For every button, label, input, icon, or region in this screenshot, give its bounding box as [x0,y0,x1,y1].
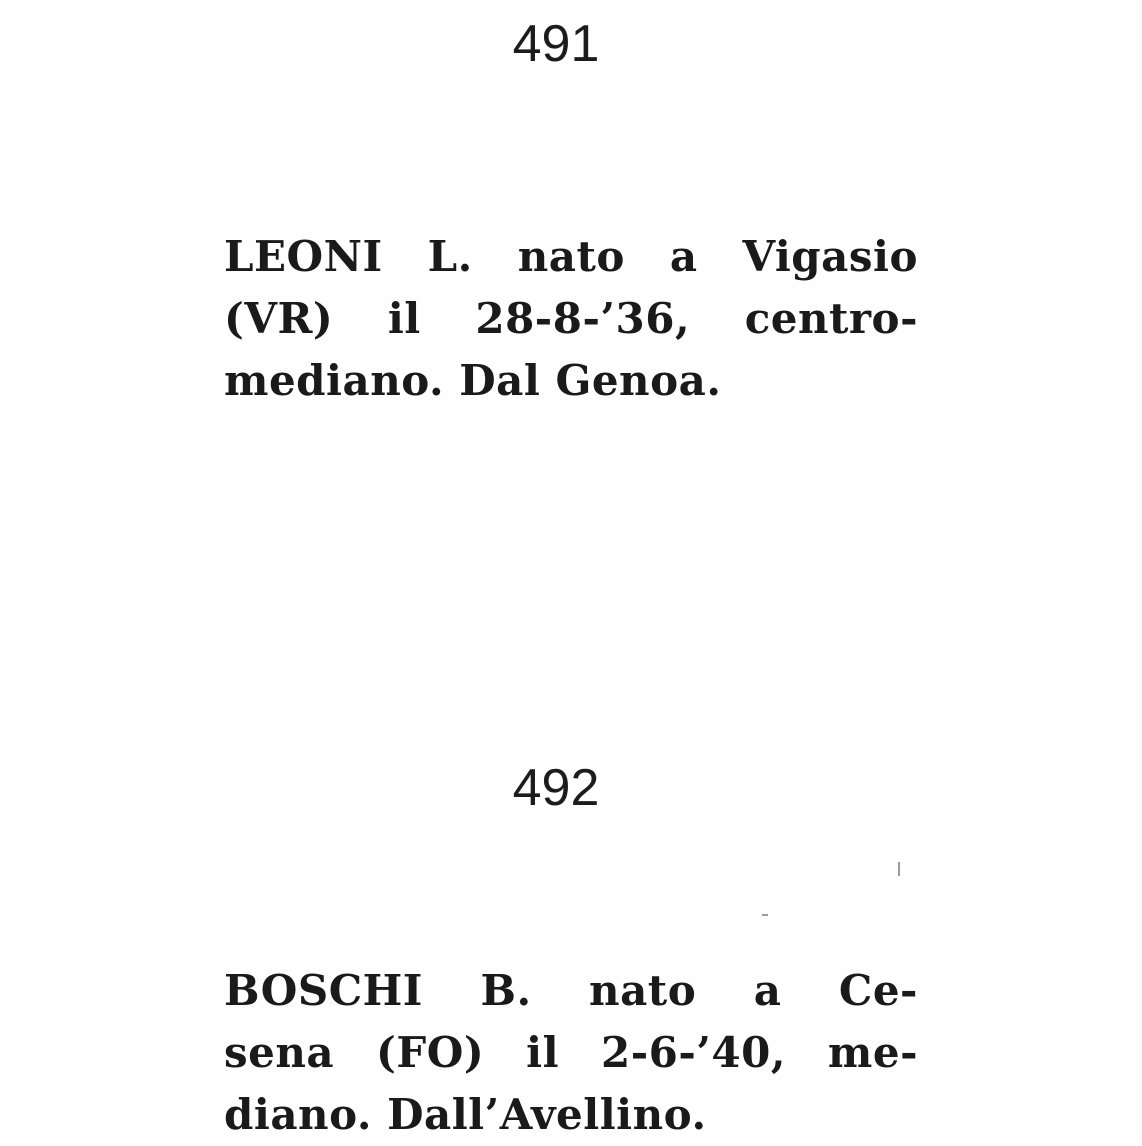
print-speck [898,862,900,876]
entry-line: diano. Dall’Avellino. [224,1090,707,1139]
player-entry-boschi [224,960,918,1146]
entry-line: (VR) il 28-8-’36, centro- [224,294,918,343]
player-entry-leoni [224,226,918,412]
card-number-491: 491 [512,15,600,73]
card-number-492: 492 [512,759,600,817]
print-speck [762,914,768,916]
entry-line: BOSCHI B. nato a Ce- [224,966,918,1015]
entry-line: mediano. Dal Genoa. [224,356,722,405]
entry-line: sena (FO) il 2-6-’40, me- [224,1028,918,1077]
entry-line: LEONI L. nato a Vigasio [224,232,918,281]
